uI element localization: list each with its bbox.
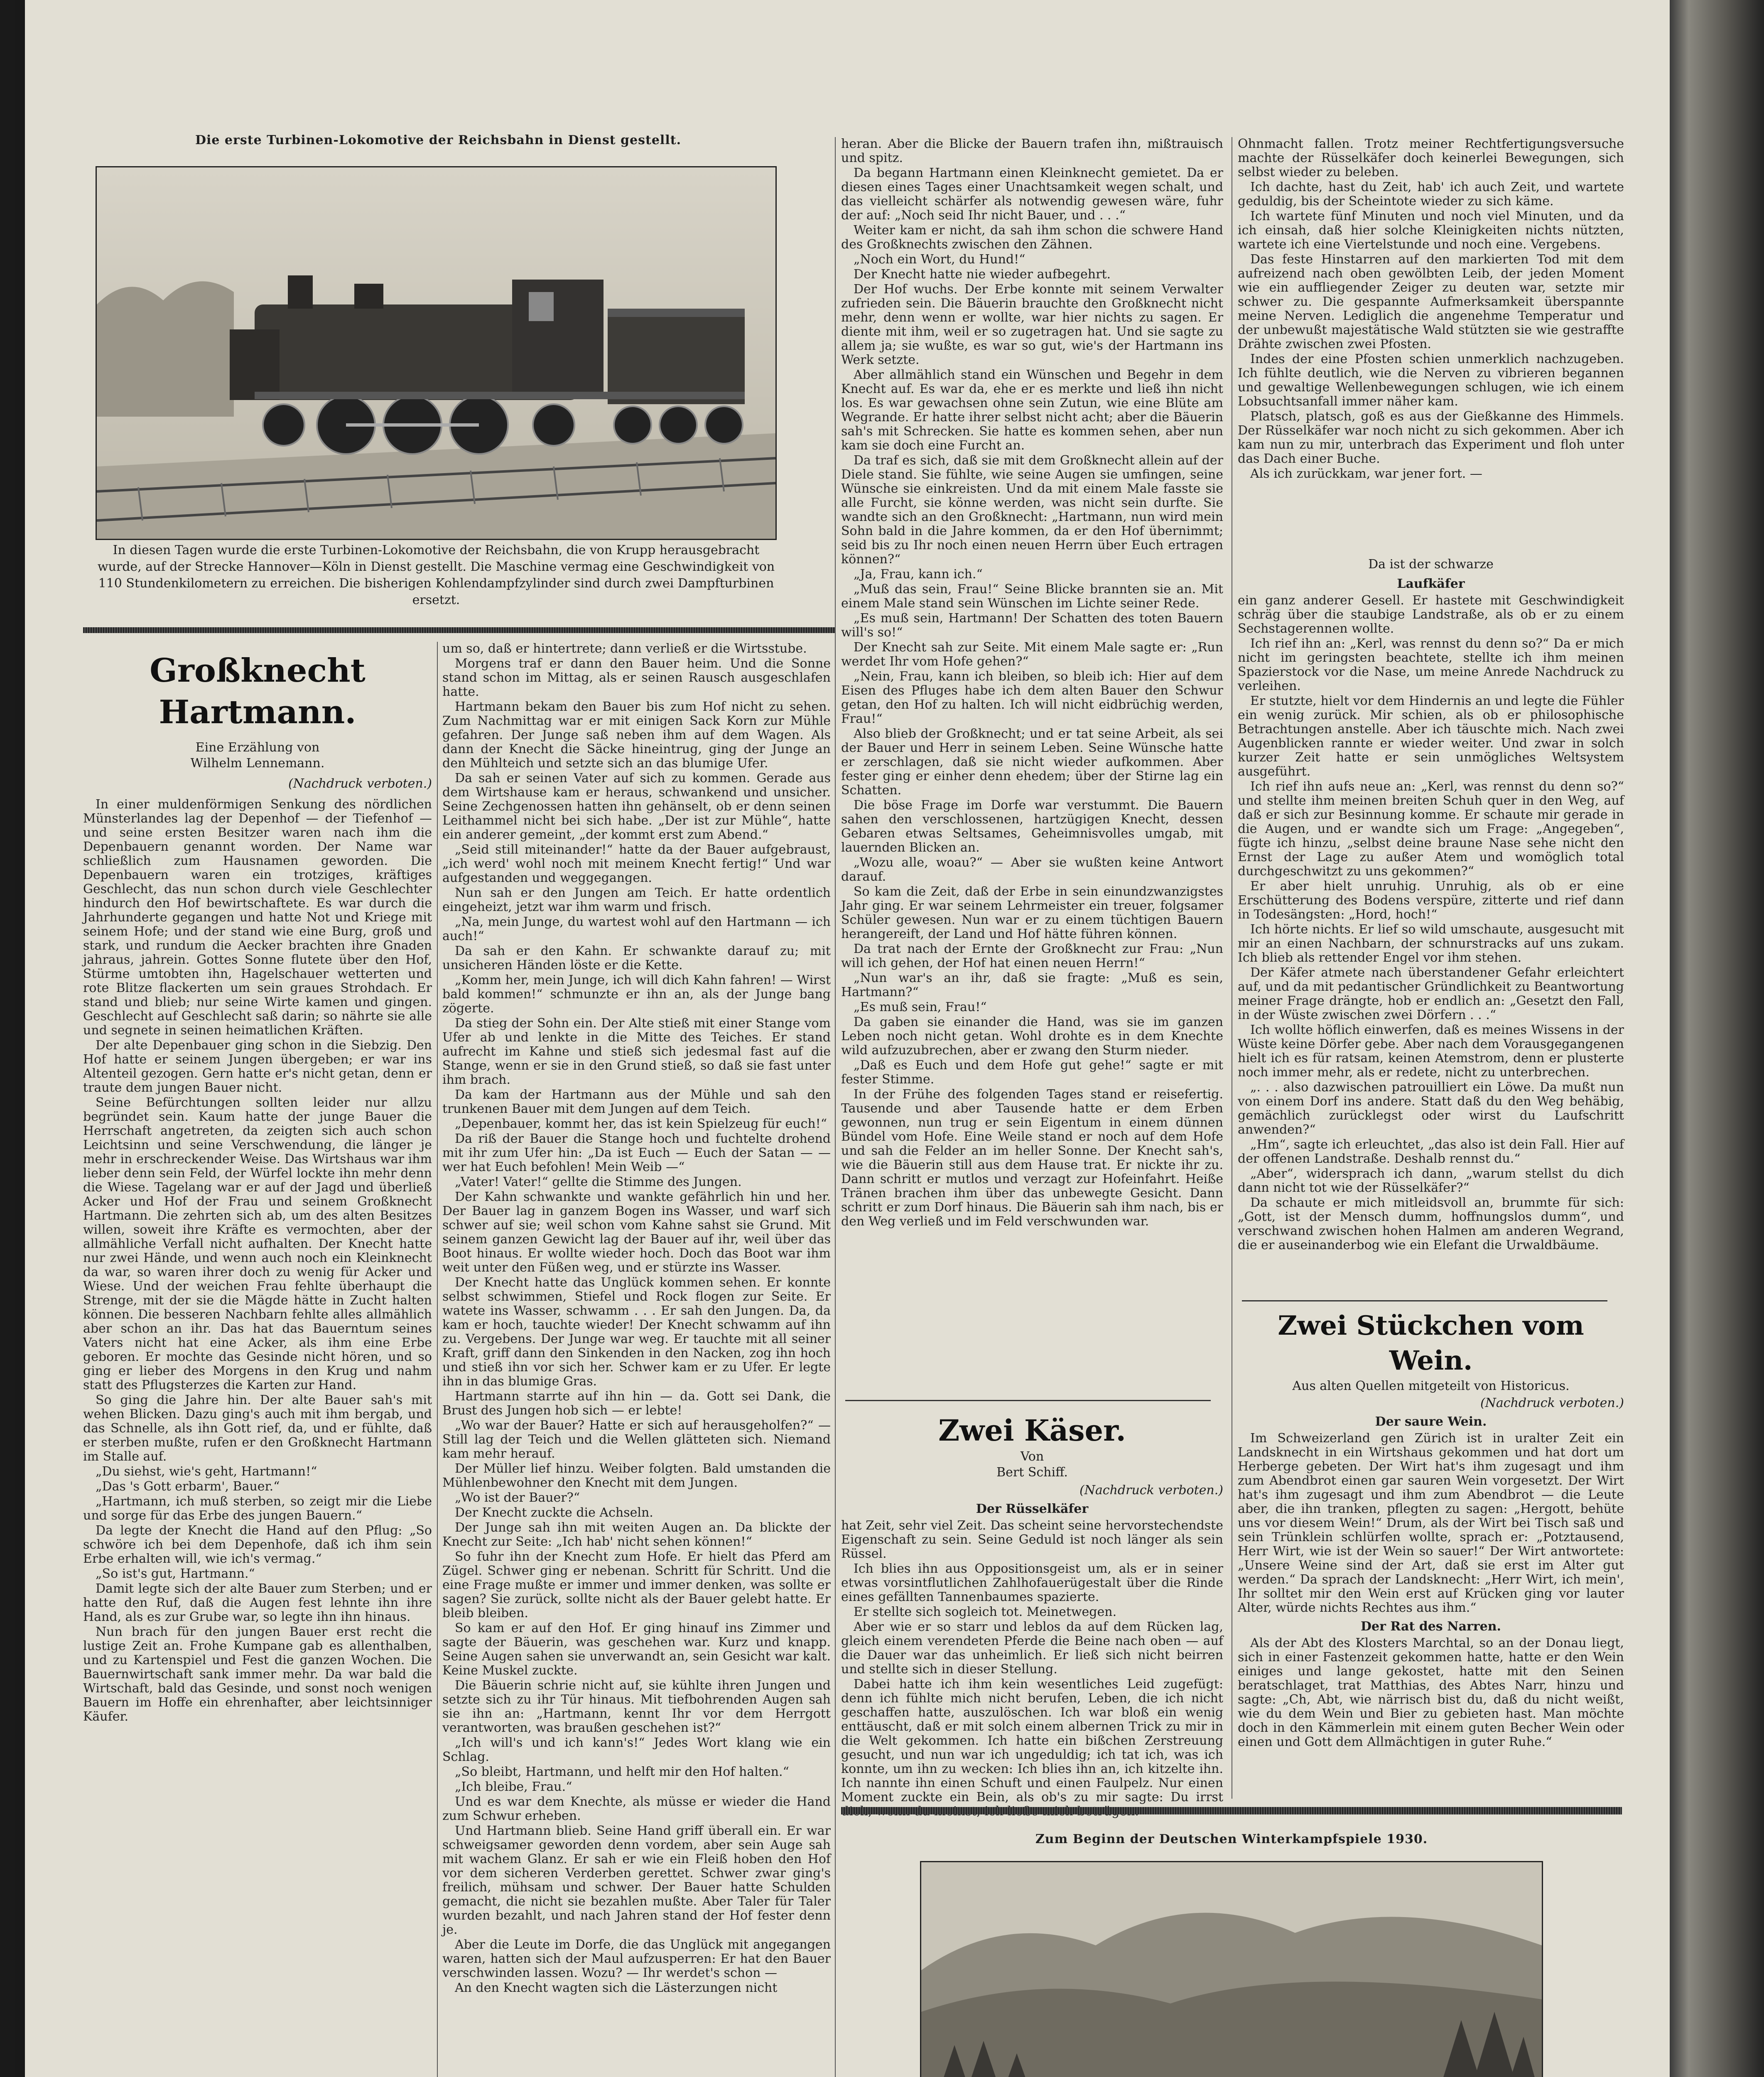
story-paragraph: Die Bäuerin schrie nicht auf, sie kühlte ihren Jungen und setzte sich zu ihr Tür hinaus. Mit tiefbohrenden Augen sah sie ihn an: „Hartmann, kennt Ihr vor dem Herrgott verantworten, was braußen geschehen ist?“ bbox=[442, 1678, 831, 1735]
story-paragraph: Der Hof wuchs. Der Erbe konnte mit seinem Verwalter zufrieden sein. Die Bäuerin brauchte den Großknecht nicht mehr, denn wenn er wollte, war hier nichts zu sagen. Er diente mit ihm, weil er so zugetragen hat. Und sie sagte zu allem ja; sie wußte, es war so gut, wie's der Hartmann ins Werk setzte. bbox=[841, 282, 1223, 367]
story-paragraph: Nun sah er den Jungen am Teich. Er hatte ordentlich eingeheizt, jetzt war ihm warm und frisch. bbox=[442, 886, 831, 914]
winter-photo-top-rule bbox=[841, 1807, 1622, 1814]
story-separator bbox=[1242, 1300, 1607, 1301]
story-paragraph: Im Schweizerland gen Zürich ist in uralter Zeit ein Landsknecht in ein Wirtshaus gekommen und hat dort um Herberge gebeten. Der Wirt hat's ihm zugesagt und ihm zum Abendbrot einen gar sauren Wein vorgesetzt. Der Wirt hat's ihm zugesagt und ihm zum Abendbrot — die Leute aber, die ihn tranken, pflegten zu sagen: „Hergott, behüte uns vor diesem Wein!“ Drum, als der Wirt bei Tisch saß und sein Trünklein schlürfen wollte, sprach er: „Potztausend, Herr Wirt, wie ist der Wein so sauer!“ Der Wirt antwortete: „Unsere Weine sind der Art, daß sie erst im Alter gut werden.“ Da sprach der Landsknecht: „Herr Wirt, ich mein', Ihr solltet mir den Wein erst auf Krücken ging vor lauter Alter, würde nichts Rechtes aus ihm.“ bbox=[1238, 1431, 1624, 1615]
winter-landscape-illustration bbox=[921, 1862, 1542, 2077]
story-paragraph: „Das 's Gott erbarm', Bauer.“ bbox=[96, 1479, 280, 1494]
story-paragraph: „Na, mein Junge, du wartest wohl auf den Hartmann — ich auch!“ bbox=[442, 915, 831, 943]
story-paragraph: Und es war dem Knechte, als müsse er wieder die Hand zum Schwur erheben. bbox=[442, 1795, 831, 1823]
locomotive-caption: In diesen Tagen wurde die erste Turbinen-Lokomotive der Reichsbahn, die von Krupp herausgebracht wurde, auf der Strecke Hannover—Köln in Dienst gestellt. Die Maschine vermag eine Geschwindigkeit von 110 Stundenkilometern zu erreichen. Die bisherigen Kohlendampfzylinder sind durch zwei Dampfturbinen ersetzt. bbox=[97, 543, 775, 607]
story-paragraph: Ohnmacht fallen. Trotz meiner Rechtfertigungsversuche machte der Rüsselkäfer doch keinerlei Bewegungen, sich selbst wieder zu beleben. bbox=[1238, 137, 1624, 179]
story-paragraph: „Ja, Frau, kann ich.“ bbox=[854, 567, 983, 582]
story-paragraph: Er stutzte, hielt vor dem Hindernis an und legte die Fühler ein wenig zurück. Mir schien, als ob er philosophische Betrachtungen anstelle. Aber ich täuschte mich. Nach zwei Augenblicken rannte er wieder weiter. Und zwar in solch kurzer Zeit hatte er sein unmögliches Weltsystem ausgeführt. bbox=[1238, 694, 1624, 779]
story-paragraph: heran. Aber die Blicke der Bauern trafen ihn, mißtrauisch und spitz. bbox=[841, 137, 1223, 165]
story-paragraph: Der Knecht sah zur Seite. Mit einem Male sagte er: „Run werdet Ihr vom Hofe gehen?“ bbox=[841, 640, 1223, 669]
story-column-3 bbox=[841, 137, 1223, 1400]
story-paragraph: Der Kahn schwankte und wankte gefährlich hin und her. Der Bauer lag in ganzem Bogen ins Wasser, und warf sich schwer auf sie; weil schon vom Kahne sahst sie Grund. Mit seinem ganzen Gewicht lag der Bauer auf ihr, weil über das Boot hinaus. Er wollte wieder hoch. Doch das Boot war ihm weit unter den Füßen weg, und er stürzte ins Wasser. bbox=[442, 1190, 831, 1275]
story-paragraph: Die böse Frage im Dorfe war verstummt. Die Bauern sahen den verschlossenen, hartzügigen Knecht, dessen Gebaren etwas Seltsames, Geheimnisvolles umgab, mit lauernden Blicken an. bbox=[841, 798, 1223, 855]
section-divider-left bbox=[83, 627, 835, 633]
story-paragraph: So kam er auf den Hof. Er ging hinauf ins Zimmer und sagte der Bäuerin, was geschehen war. Kurz und knapp. Seine Augen sahen sie unverwandt an, sein Gesicht war kalt. Keine Muskel zuckte. bbox=[442, 1621, 831, 1678]
story-paragraph: Ich wartete fünf Minuten und noch viel Minuten, und da ich einsah, daß hier solche Kleinigkeiten nichts nützten, wartete ich eine Viertelstunde und noch eine. Vergebens. bbox=[1238, 209, 1624, 252]
story-paragraph: „Hm“, sagte ich erleuchtet, „das also ist dein Fall. Hier auf der offenen Landstraße. Deshalb rennst du.“ bbox=[1238, 1137, 1624, 1166]
story-paragraph: So ging die Jahre hin. Der alte Bauer sah's mit wehen Blicken. Dazu ging's auch mit ihm bergab, und das Schnelle, als ihn Gott rief, da, und er fühlte, daß er sterben mußte, rufen er den Großknecht Hartmann im Stalle auf. bbox=[83, 1393, 432, 1464]
story-paragraph: Ich rief ihn aufs neue an: „Kerl, was rennst du denn so?“ und stellte ihm meinen breiten Schuh quer in den Weg, auf daß er sich zur Besinnung komme. Er schaute mir gerade in die Augen, und er wandte sich um Frage: „Angegeben“, fügte ich hinzu, „selbst deine braune Nase sehe nicht den Ernst der Lage zu außer Atem und womöglich total durchgeschwitzt zu uns gekommen?“ bbox=[1238, 779, 1624, 879]
story-paragraph: „Hartmann, ich muß sterben, so zeigt mir die Liebe und sorge für das Erbe des jungen Bauern.“ bbox=[83, 1494, 432, 1523]
story-kaefer bbox=[841, 1408, 1223, 1811]
story-paragraph: Da kam der Hartmann aus der Mühle und sah den trunkenen Bauer mit dem Jungen auf dem Teich. bbox=[442, 1088, 831, 1116]
story-paragraph: Seine Befürchtungen sollten leider nur allzu begründet sein. Kaum hatte der junge Bauer die Herrschaft angetreten, da zeigten sich auch schon Leichtsinn und seine Verschwendung, die länger je mehr in erschreckender Weise. Das Wirtshaus war ihm lieber denn sein Feld, der Würfel lockte ihn mehr denn die Wiese. Tagelang war er auf der Jagd und überließ Acker und Hof der Frau und seinem Großknecht Hartmann. Die zehrten sich ab, um des alten Besitzes willen, soweit ihre Kräfte es vermochten, aber der allmähliche Verfall nicht aufhalten. Der Knecht hatte nur zwei Hände, und wenn auch noch ein Kleinknecht da war, so waren ihrer doch zu wenig für Acker und Wiese. Und der weichen Frau fehlte überhaupt die Strenge, mit der sie die Mägde hätte in Zucht halten können. Die besseren Nachbarn fehlte alles allmählich aber schon an ihr. Das hat das Bauerntum seines Vaters nicht hat eine Acker, als ihm eine Erbe geboren. Er mochte das Gesinde nicht hören, und so ging er lieber des Morgens in den Krug und nahm statt des Pflugsterzes die Karten zur Hand. bbox=[83, 1095, 432, 1392]
story-paragraph: Weiter kam er nicht, da sah ihm schon die schwere Hand des Großknechts zwischen den Zähnen. bbox=[841, 223, 1223, 252]
story-paragraph: Er aber hielt unruhig. Unruhig, als ob er eine Erschütterung des Bodens verspüre, zitterte und rief dann in Todesängsten: „Hord, hoch!“ bbox=[1238, 879, 1624, 922]
story-wein bbox=[1238, 1309, 1624, 1799]
story-paragraph: Morgens traf er dann den Bauer heim. Und die Sonne stand schon im Mittag, als er seinen Rausch ausgeschlafen hatte. bbox=[442, 656, 831, 699]
story-paragraph: Als der Abt des Klosters Marchtal, so an der Donau liegt, sich in einer Fastenzeit gekommen hatte, hatte er den Wein einiges und lange gekostet, hatte mit den Seinen beratschlaget, trat Matthias, des Abtes Narr, hinzu und sagte: „Ch, Abt, wie närrisch bist du, daß du nicht weißt, wie du dem Wein und Bier zu gebieten hast. Man möchte doch in den Kämmerlein mit einem guten Becher Wein oder einen und Gott dem Allmächtigen in guter Ruhe.“ bbox=[1238, 1636, 1624, 1749]
laufkaefer-intro: Da ist der schwarze bbox=[1368, 557, 1494, 572]
kaefer-subhead: Der Rüsselkäfer bbox=[976, 1502, 1089, 1516]
story-paragraph: „Wo war der Bauer? Hatte er sich auf herausgeholfen?“ — Still lag der Teich und die Wellen glätteten sich. Niemand kam mehr herauf. bbox=[442, 1418, 831, 1461]
story-author: Wilhelm Lennemann. bbox=[190, 756, 325, 771]
story-column-4b bbox=[1238, 557, 1624, 1346]
story-subtitle: Eine Erzählung von bbox=[195, 740, 320, 755]
story-paragraph: Ich blies ihn aus Oppositionsgeist um, als er in seiner etwas vorsintflutlichen Zahlhofauerügestalt über die Rinde eines gefällten Tannenbaumes spazierte. bbox=[841, 1561, 1223, 1604]
story-paragraph: „Depenbauer, kommt her, das ist kein Spielzeug für euch!“ bbox=[455, 1117, 827, 1131]
story-paragraph: Dabei hatte ich ihm kein wesentliches Leid zugefügt: denn ich fühlte mich nicht berufen, Leben, die ich nicht geschaffen hatte, auszulöschen. Ich war bloß ein wenig enttäuscht, daß er mit solch einem albernen Trick zu mir in die Welt gekommen. Ich hatte ein bißchen Zerstreuung gesucht, und nun war ich ungeduldig; ich tat ich, was ich konnte, um ihn zu wecken: Ich blies ihn an, ich kitzelte ihn. Ich nannte ihn einen Schuft und einen Faulpelz. Nur einen Moment zuckte ein Bein, als ob's zu mir sagte: Du irrst bbox=[841, 1677, 1223, 1804]
story-paragraph: Damit legte sich der alte Bauer zum Sterben; und er hatte den Ruf, daß die Augen fest lehnte ihn ihre Hand, als es zur Grube war, so legte ihn ihn hinaus. bbox=[83, 1581, 432, 1624]
story-paragraph: „Seid still miteinander!“ hatte da der Bauer aufgebraust, „ich werd' wohl noch mit meinem Knecht fertig!“ Und war aufgestanden und weggegangen. bbox=[442, 842, 831, 885]
story-paragraph: „Ich will's und ich kann's!“ Jedes Wort klang wie ein Schlag. bbox=[442, 1736, 831, 1764]
story-paragraph: „So ist's gut, Hartmann.“ bbox=[96, 1566, 255, 1581]
story-paragraph: Ich hörte nichts. Er lief so wild umschaute, ausgesucht mit mir an einen Nachbarn, der schnurstracks auf uns zukam. Ich blieb als rettender Engel vor ihm stehen. bbox=[1238, 922, 1624, 965]
kaefer-author: Bert Schiff. bbox=[996, 1465, 1068, 1480]
story-paragraph: Da sah er seinen Vater auf sich zu kommen. Gerade aus dem Wirtshause kam er heraus, schwankend und unsicher. Seine Zechgenossen hatten ihn gehänselt, ob er denn seinen Leithammel nicht bei sich habe. „Der ist zur Mühle“, hatte ein anderer gemeint, „der kommt erst zum Abend.“ bbox=[442, 771, 831, 842]
wein-subhead-2: Der Rat des Narren. bbox=[1361, 1619, 1501, 1634]
story-paragraph: Ich rief ihn an: „Kerl, was rennst du denn so?“ Da er mich nicht im geringsten beachtete, stellte ich ihm meinen Spazierstock vor die Nase, um meine Anrede Nachdruck zu verleihen. bbox=[1238, 636, 1624, 693]
wein-note: (Nachdruck verboten.) bbox=[1480, 1396, 1624, 1410]
story-paragraph: Der Knecht hatte das Unglück kommen sehen. Er konnte selbst schwimmen, Stiefel und Rock flogen zur Seite. Er watete ins Wasser, schwamm . . . Er sah den Jungen. Da, da kam er hoch, tauchte wieder! Der Knecht schwamm auf ihn zu. Vergebens. Der Junge war weg. Er tauchte mit all seiner Kraft, griff dann den Sinkenden in den Nacken, zog ihn hoch und stieß ihn vor sich her. Schwer kam er zu Ufer. Er legte ihn in das blumige Gras. bbox=[442, 1275, 831, 1389]
story-paragraph: hat Zeit, sehr viel Zeit. Das scheint seine hervorstechendste Eigenschaft zu sein. Seine Geduld ist noch länger als sein Rüssel. bbox=[841, 1518, 1223, 1561]
story-paragraph: „Es muß sein, Hartmann! Der Schatten des toten Bauern will's so!“ bbox=[841, 611, 1223, 640]
page-edge bbox=[1670, 0, 1764, 2077]
story-paragraph: „Wozu alle, woau?“ — Aber sie wußten keine Antwort darauf. bbox=[841, 855, 1223, 884]
story-paragraph: Platsch, platsch, goß es aus der Gießkanne des Himmels. Der Rüsselkäfer war noch nicht zu sich gekommen. Aber ich kam nun zu mir, unterbrach das Experiment und floh unter das Dach einer Buche. bbox=[1238, 409, 1624, 466]
story-paragraph: „Ich bleibe, Frau.“ bbox=[455, 1780, 572, 1794]
story-paragraph: Als ich zurückkam, war jener fort. — bbox=[1250, 466, 1482, 481]
story-paragraph: „Du siehst, wie's geht, Hartmann!“ bbox=[96, 1464, 317, 1479]
story-paragraph: In einer muldenförmigen Senkung des nördlichen Münsterlandes lag der Depenhof — der Tiefenhof — und seine ersten Besitzer waren nach ihm die Depenbauern genannt worden. Der Name war schließlich zum Hausnamen geworden. Die Depenbauern waren ein trotziges, kräftiges Geschlecht, das nun schon durch viele Geschlechter hindurch den Hof bewirtschaftete. Es war durch die Jahrhunderte gegangen und hatte Not und Kriege mit seinem Hofe; und der stand wie eine Burg, groß und stark, und rundum die Aecker brachten ihre Gnaden jahraus, jahrein. Gottes Sonne flutete über den Hof, Stürme umtobten ihn, Hagelschauer wetterten und rote Blitze flackerten um sein graues Strohdach. Er stand und blieb; nur seine Wirte kamen und gingen. Geschlecht auf Geschlecht saß darin; so nährte sie alle und segnete in seinen heimatlichen Kräften. bbox=[83, 797, 432, 1038]
story-paragraph: Der Käfer atmete nach überstandener Gefahr erleichtert auf, und da mit pedantischer Gründlichkeit zu Beantwortung meiner Frage drängte, hob er endlich an: „Gesetzt den Fall, in der Wüste zwischen zwei Dörfern . . .“ bbox=[1238, 965, 1624, 1022]
winter-photo-title: Zum Beginn der Deutschen Winterkampfspiele 1930. bbox=[1035, 1832, 1428, 1846]
story-paragraph: Der alte Depenbauer ging schon in die Siebzig. Den Hof hatte er seinem Jungen übergeben; er war ins Altenteil gezogen. Gern hatte er's nicht getan, denn er traute dem jungen Bauer nicht. bbox=[83, 1038, 432, 1095]
story-paragraph: Da begann Hartmann einen Kleinknecht gemietet. Da er diesen eines Tages einer Unachtsamkeit wegen schalt, und das vielleicht schärfer als notwendig gewesen wäre, fuhr der auf: „Noch seid Ihr nicht Bauer, und . . .“ bbox=[841, 166, 1223, 223]
story-paragraph: Indes der eine Pfosten schien unmerklich nachzugeben. Ich fühlte deutlich, wie die Nerven zu vibrieren begannen und gewaltige Wellenbewegungen schlugen, wie ich einem Lobsuchtsanfall immer näher kam. bbox=[1238, 352, 1624, 409]
story-column-2 bbox=[442, 642, 831, 2077]
locomotive-photo-title-wrap bbox=[83, 133, 793, 147]
locomotive-illustration bbox=[97, 167, 775, 539]
story-paragraph: Das feste Hinstarren auf den markierten Tod mit dem aufreizend nach oben gewölbten Leib, der jeden Moment wie ein auffliegender Zeiger zu deuten war, setzte mir schwer zu. Die gespannte Aufmerksamkeit überspannte meine Nerven. Lediglich die angenehme Temperatur und der unbewußt majestätische Wald stützten sie wie gestraffte Drähte zwischen zwei Pfosten. bbox=[1238, 252, 1624, 351]
story-separator bbox=[845, 1400, 1211, 1401]
wein-title: Zwei Stückchen vom Wein. bbox=[1278, 1310, 1584, 1376]
winter-photo-title-wrap bbox=[841, 1832, 1622, 1846]
story-paragraph: Da trat nach der Ernte der Großknecht zur Frau: „Nun will ich gehen, der Hof hat einen neuen Herrn!“ bbox=[841, 942, 1223, 970]
story-paragraph: Da legte der Knecht die Hand auf den Pflug: „So schwöre ich bei dem Depenhofe, daß ich ihm sein Erbe erhalten will, wie ich's vermag.“ bbox=[83, 1523, 432, 1566]
story-paragraph: um so, daß er hintertrete; dann verließ er die Wirtsstube. bbox=[442, 641, 807, 656]
story-paragraph: „Aber“, widersprach ich dann, „warum stellst du dich dann nicht tot wie der Rüsselkäfer?“ bbox=[1238, 1166, 1624, 1195]
story-paragraph: Ich dachte, hast du Zeit, hab' ich auch Zeit, und wartete geduldig, bis der Scheintote wieder zu sich käme. bbox=[1238, 180, 1624, 209]
story-paragraph: „Vater! Vater!“ gellte die Stimme des Jungen. bbox=[455, 1175, 742, 1189]
kaefer-von: Von bbox=[1020, 1449, 1044, 1464]
story-paragraph: „Muß das sein, Frau!“ Seine Blicke brannten sie an. Mit einem Male stand sein Wünschen im Lichte seiner Rede. bbox=[841, 582, 1223, 611]
laufkaefer-subhead: Laufkäfer bbox=[1397, 577, 1465, 591]
story-paragraph: So fuhr ihn der Knecht zum Hofe. Er hielt das Pferd am Zügel. Schwer ging er nebenan. Schritt für Schritt. Und die eine Frage mußte er immer und immer denken, was sollte er sagen? Sie zurück, sollte nicht als der Bauer gelebt hatte. Er bleib bleiben. bbox=[442, 1549, 831, 1620]
story-paragraph: Da gaben sie einander die Hand, was sie im ganzen Leben noch nicht getan. Wohl drohte es in dem Knechte wild aufzuzubrechen, aber er zwang den Sturm nieder. bbox=[841, 1015, 1223, 1058]
story-paragraph: Aber allmählich stand ein Wünschen und Begehr in dem Knecht auf. Es war da, ehe er es merkte und ließ ihn nicht los. Es war gewachsen ohne sein Zutun, wie eine Blüte am Wegrande. Er hatte ihrer selbst nicht acht; aber die Bäuerin sah's mit Schrecken. Sie hatte es kommen sehen, aber nun kam sie doch eine Furcht an. bbox=[841, 368, 1223, 453]
kaefer-note: (Nachdruck verboten.) bbox=[1079, 1483, 1223, 1498]
winter-photo bbox=[920, 1861, 1543, 2077]
locomotive-photo bbox=[96, 166, 777, 540]
story-paragraph: Hartmann starrte auf ihn hin — da. Gott sei Dank, die Brust des Jungen hob sich — er lebte! bbox=[442, 1389, 831, 1418]
story-paragraph: Aber wie er so starr und leblos da auf dem Rücken lag, gleich einem verendeten Pferde die Beine nach oben — auf die Dauer war das unheimlich. Er ließ sich nicht beirren und stellte sich in dieser Stellung. bbox=[841, 1620, 1223, 1677]
story-paragraph: Da traf es sich, daß sie mit dem Großknecht allein auf der Diele stand. Sie fühlte, wie seine Augen sie umfingen, seine Wünsche sie einkreisten. Und da mit einem Male fasste sie alle Furcht, sie könne werden, was nicht sein durfte. Sie wandte sich an den Großknecht: „Hartmann, nun wird mein Sohn bald in die Jahre kommen, da er den Hof übernimmt; seid bis zu Ihr noch einen neuen Herrn über Euch ertragen können?“ bbox=[841, 453, 1223, 567]
story-paragraph: „Komm her, mein Junge, ich will dich Kahn fahren! — Wirst bald kommen!“ schmunzte er ihn an, als der Junge bang zögerte. bbox=[442, 973, 831, 1016]
story-paragraph: „Es muß sein, Frau!“ bbox=[854, 1000, 987, 1014]
story-paragraph: In der Frühe des folgenden Tages stand er reisefertig. Tausende und aber Tausende hatte er dem Erben gewonnen, nun trug er sein Eigentum in einem dünnen Bündel vom Hofe. Eine Weile stand er noch auf dem Hofe und sah die Felder an im heller Sonne. Der Knecht sah's, wie die Bäuerin still aus dem Hause trat. Er nickte ihr zu. Dann schritt er mutlos und verzagt zur Hofeinfahrt. Heiße Tränen brachen ihm über das unbewegte Gesicht. Dann schritt er zum Dorf hinaus. Die Bäuerin sah ihm nach, bis er den Weg verließ und im Feld verschwunden war. bbox=[841, 1087, 1223, 1229]
story-paragraph: „Nein, Frau, kann ich bleiben, so bleib ich: Hier auf dem Eisen des Pfluges habe ich dem alten Bauer den Schwur getan, den Hof zu halten. Ich will nicht eidbrüchig werden, Frau!“ bbox=[841, 669, 1223, 726]
story-paragraph: „. . . also dazwischen patrouilliert ein Löwe. Da mußt nun von einem Dorf ins andere. Statt daß du den Weg behäbig, gemächlich zurücklegst oder wirst du Laufschritt anwenden?“ bbox=[1238, 1080, 1624, 1137]
locomotive-caption-wrap bbox=[96, 542, 777, 609]
story-paragraph: Der Junge sah ihn mit weiten Augen an. Da blickte der Knecht zur Seite: „Ich hab' nicht sehen können!“ bbox=[442, 1520, 831, 1549]
column-divider bbox=[835, 137, 836, 2077]
story-paragraph: Er stellte sich sogleich tot. Meinetwegen. bbox=[854, 1605, 1117, 1619]
story-paragraph: Nun brach für den jungen Bauer erst recht die lustige Zeit an. Frohe Kumpane gab es allenthalben, und zu Kartenspiel und Fest die ganzen Wochen. Die Bauernwirtschaft sank immer mehr. Da war bald die Wirtschaft, bald das Gesinde, und sonst noch wenigen Bauern im Hoffe ein ehrenhafter, aber leichtsinniger Käufer. bbox=[83, 1625, 432, 1724]
story-paragraph: „Noch ein Wort, du Hund!“ bbox=[854, 252, 1026, 267]
story-paragraph: Da riß der Bauer die Stange hoch und fuchtelte drohend mit ihr zum Ufer hin: „Da ist Euch — Euch der Satan — — wer hat Euch befohlen! Mein Weib —“ bbox=[442, 1132, 831, 1174]
locomotive-photo-title: Die erste Turbinen-Lokomotive der Reichsbahn in Dienst gestellt. bbox=[195, 133, 682, 147]
story-paragraph: „Daß es Euch und dem Hofe gut gehe!“ sagte er mit fester Stimme. bbox=[841, 1058, 1223, 1087]
story-paragraph: Da schaute er mich mitleidsvoll an, brummte für sich: „Gott, ist der Mensch dumm, hoffnungslos dumm“, und verschwand zwischen hohen Halmen am anderen Wegrand, die er auseinanderbog wie ein Elefant die Urwaldbäume. bbox=[1238, 1196, 1624, 1252]
story-paragraph: Hartmann bekam den Bauer bis zum Hof nicht zu sehen. Zum Nachmittag war er mit einigen Sack Korn zur Mühle gefahren. Der Junge saß neben ihm auf dem Wagen. Als dann der Knecht die Säcke hineintrug, ging der Junge an den Mühlteich und setzte sich an das blumige Ufer. bbox=[442, 700, 831, 771]
story-paragraph: Da sah er den Kahn. Er schwankte darauf zu; mit unsicheren Händen löste er die Kette. bbox=[442, 944, 831, 972]
story-note: (Nachdruck verboten.) bbox=[288, 776, 432, 791]
newspaper-page bbox=[25, 0, 1670, 2077]
kaefer-title: Zwei Käser. bbox=[938, 1413, 1126, 1448]
column-divider bbox=[437, 642, 438, 2077]
story-paragraph: Der Knecht zuckte die Achseln. bbox=[455, 1505, 653, 1520]
story-paragraph: Aber die Leute im Dorfe, die das Unglück mit angegangen waren, hatten sich der Maul aufzusperren: Er hat den Bauer verschwinden lassen. Wozu? — Ihr werdet's schon — bbox=[442, 1937, 831, 1980]
story-paragraph: „So bleibt, Hartmann, und helft mir den Hof halten.“ bbox=[455, 1765, 789, 1779]
story-paragraph: ein ganz anderer Gesell. Er hastete mit Geschwindigkeit schräg über die staubige Landstraße, als ob er zu einem Sechstagerennen wollte. bbox=[1238, 593, 1624, 636]
story-paragraph: Also blieb der Großknecht; und er tat seine Arbeit, als sei der Bauer und Herr in seinem Leben. Seine Wünsche hatte er zerschlagen, daß sie nicht wieder aufkommen. Aber fester ging er einher denn ehedem; über der Stirne lag ein Schatten. bbox=[841, 727, 1223, 798]
story-paragraph: An den Knecht wagten sich die Lästerzungen nicht bbox=[455, 1981, 778, 1995]
story-paragraph: Da stieg der Sohn ein. Der Alte stieß mit einer Stange vom Ufer ab und lenkte in die Mitte des Teiches. Er stand aufrecht im Kahne und stieß sich jedesmal fast auf die Stange, wenn er sie in den Grund stieß, so daß sie fast unter ihm brach. bbox=[442, 1016, 831, 1087]
story-paragraph: Ich wollte höflich einwerfen, daß es meines Wissens in der Wüste keine Dörfer gebe. Aber nach dem Vorausgegangenen hielt ich es für ratsam, keinen Atemstrom, denn er plusterte noch immer mehr, als er redete, nicht zu unterbrechen. bbox=[1238, 1023, 1624, 1080]
story-paragraph: Der Knecht hatte nie wieder aufbegehrt. bbox=[854, 267, 1111, 282]
story-paragraph: Und Hartmann blieb. Seine Hand griff überall ein. Er war schweigsamer geworden denn vordem, aber sein Auge sah mit wachem Glanz. Er sah er wie ein Fleiß hoben den Hof vor dem sicheren Verderben gerettet. Schwer zwar ging's freilich, mühsam und schwer. Der Bauer hatte Schulden gemacht, die nicht sie bezahlen mußte. Aber Taler für Taler wurden bezahlt, und nach Jahren stand der Hof fester denn je. bbox=[442, 1824, 831, 1937]
story-paragraph: So kam die Zeit, daß der Erbe in sein einundzwanzigstes Jahr ging. Er war seinem Lehrmeister ein treuer, folgsamer Schüler gewesen. Nun war er zu einem tüchtigen Bauern herangereift, der Land und Hof hätte führen können. bbox=[841, 884, 1223, 941]
story-title: Großknecht Hartmann. bbox=[150, 652, 366, 731]
story-column-1 bbox=[83, 642, 432, 2077]
story-paragraph: Der Müller lief hinzu. Weiber folgten. Bald umstanden die Mühlenbewohner den Knecht mit dem Jungen. bbox=[442, 1461, 831, 1490]
story-paragraph: „Wo ist der Bauer?“ bbox=[455, 1490, 580, 1505]
wein-subhead-1: Der saure Wein. bbox=[1375, 1414, 1487, 1429]
story-paragraph: „Nun war's an ihr, daß sie fragte: „Muß es sein, Hartmann?“ bbox=[841, 971, 1223, 999]
wein-subtitle: Aus alten Quellen mitgeteilt von Historicus. bbox=[1292, 1379, 1570, 1393]
